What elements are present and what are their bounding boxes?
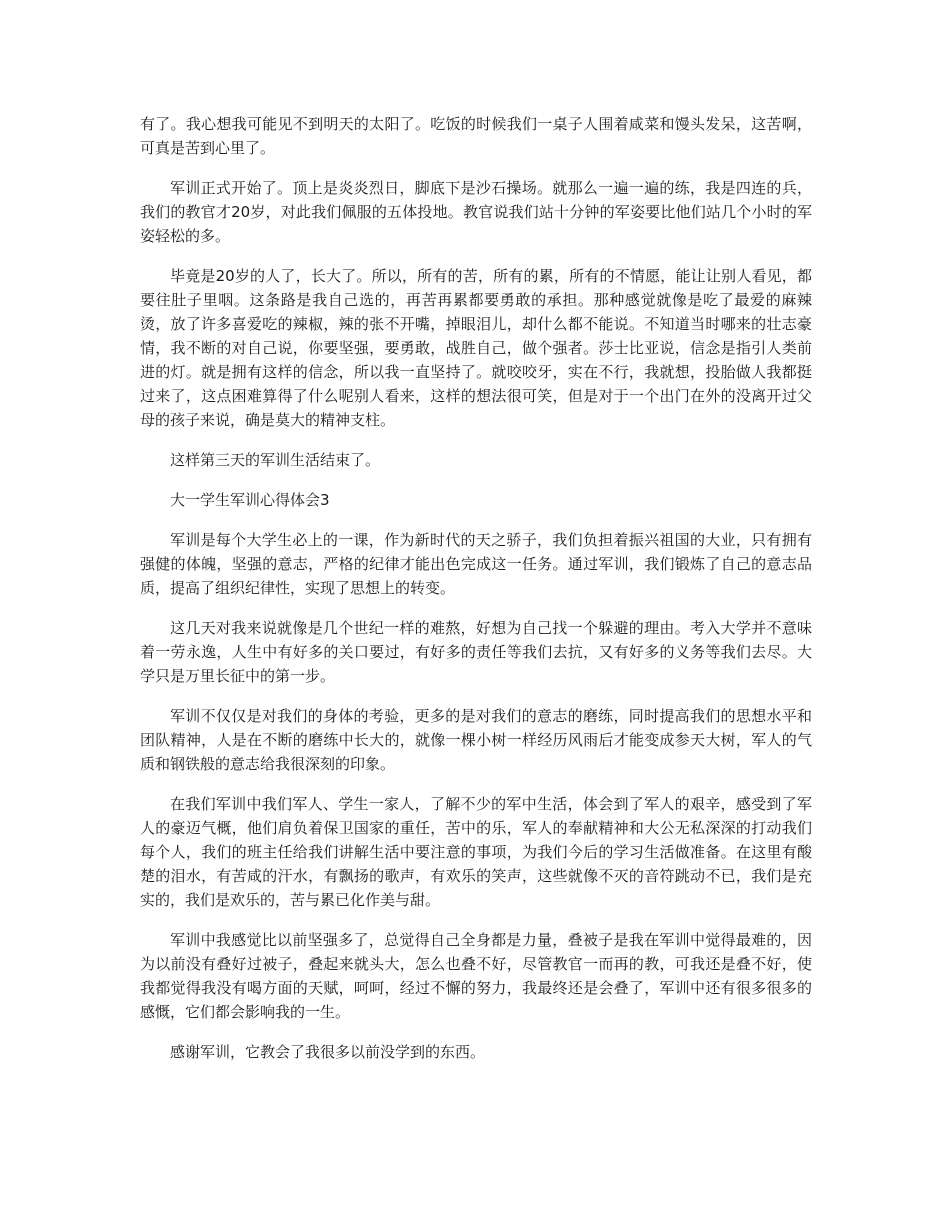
section-heading: 大一学生军训心得体会3	[170, 491, 330, 509]
paragraph: 这样第三天的军训生活结束了。	[170, 451, 381, 469]
paragraph: 军训是每个大学生必上的一课，作为新时代的天之骄子，我们负担着振兴祖国的大业，只有拥有强健的体魄，坚强的意志，严格的纪律才能出色完成这一任务。通过军训，我们锻炼了自己的意志品质，提高了组织纪律性，实现了思想上的转变。	[140, 531, 812, 597]
paragraph: 感谢军训，它教会了我很多以前没学到的东西。	[170, 1043, 486, 1061]
paragraph-continuation: 有了。我心想我可能见不到明天的太阳了。吃饭的时候我们一桌子人围着咸菜和馒头发呆，这苦啊，可真是苦到心里了。	[140, 115, 812, 157]
paragraph: 军训中我感觉比以前坚强多了，总觉得自己全身都是力量，叠被子是我在军训中觉得最难的，因为以前没有叠好过被子，叠起来就头大，怎么也叠不好，尽管教官一而再的教，可我还是叠不好，使我都觉得我没有喝方面的天赋，呵呵，经过不懈的努力，我最终还是会叠了，军训中还有很多很多的感慨，它们都会影响我的一生。	[140, 931, 812, 1021]
paragraph: 毕竟是20岁的人了，长大了。所以，所有的苦，所有的累，所有的不情愿，能让让别人看见，都要往肚子里咽。这条路是我自己选的，再苦再累都要勇敢的承担。那种感觉就像是吃了最爱的麻辣烫，放了许多喜爱吃的辣椒，辣的张不开嘴，掉眼泪儿，却什么都不能说。不知道当时哪来的壮志豪情，我不断的对自己说，你要坚强，要勇敢，战胜自己，做个强者。莎士比亚说，信念是指引人类前进的灯。就是拥有这样的信念，所以我一直坚持了。就咬咬牙，实在不行，我就想，投胎做人我都挺过来了，这点困难算得了什么呢别人看来，这样的想法很可笑，但是对于一个出门在外的没离开过父母的孩子来说，确是莫大的精神支柱。	[140, 267, 812, 429]
paragraph: 这几天对我来说就像是几个世纪一样的难熬，好想为自己找一个躲避的理由。考入大学并不意味着一劳永逸，人生中有好多的关口要过，有好多的责任等我们去抗，又有好多的义务等我们去尽。大学只是万里长征中的第一步。	[140, 619, 812, 685]
paragraph: 军训正式开始了。顶上是炎炎烈日，脚底下是沙石操场。就那么一遍一遍的练，我是四连的兵，我们的教官才20岁，对此我们佩服的五体投地。教官说我们站十分钟的军姿要比他们站几个小时的军姿轻松的多。	[140, 179, 812, 245]
document-body	[140, 112, 812, 1080]
paragraph: 在我们军训中我们军人、学生一家人，了解不少的军中生活，体会到了军人的艰辛，感受到了军人的豪迈气概，他们肩负着保卫国家的重任，苦中的乐，军人的奉献精神和大公无私深深的打动我们每个人，我们的班主任给我们讲解生活中要注意的事项，为我们今后的学习生活做准备。在这里有酸楚的泪水，有苦咸的汗水，有飘扬的歌声，有欢乐的笑声，这些就像不灭的音符跳动不已，我们是充实的，我们是欢乐的，苦与累已化作美与甜。	[140, 795, 812, 909]
paragraph: 军训不仅仅是对我们的身体的考验，更多的是对我们的意志的磨练，同时提高我们的思想水平和团队精神，人是在不断的磨练中长大的，就像一棵小树一样经历风雨后才能变成参天大树，军人的气质和钢铁般的意志给我很深刻的印象。	[140, 707, 812, 773]
